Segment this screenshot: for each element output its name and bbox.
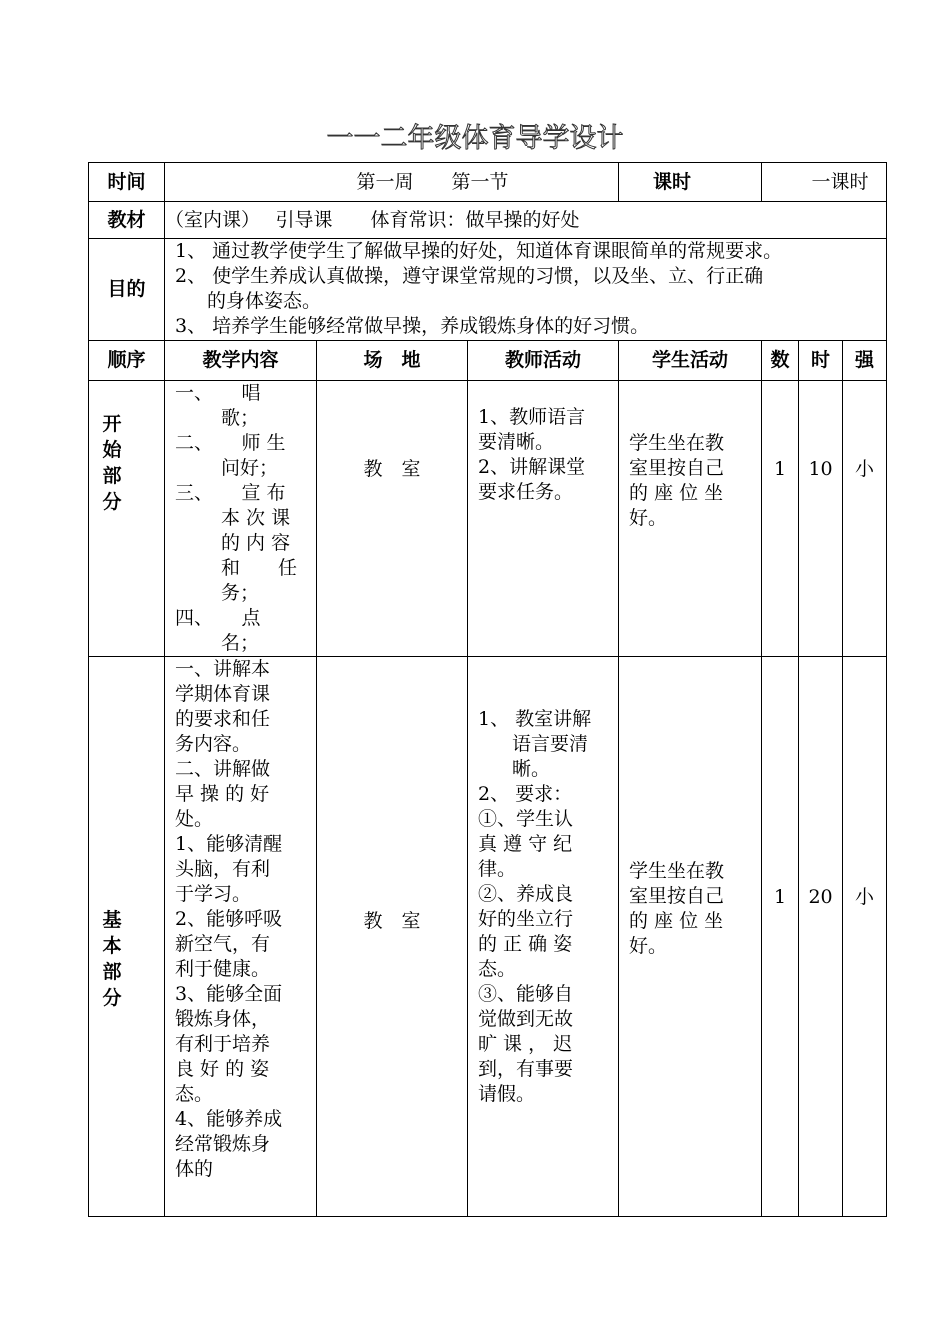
- col-student: 学生活动: [619, 341, 762, 381]
- col-teacher: 教师活动: [468, 341, 619, 381]
- table-row: [89, 381, 887, 657]
- goal-item: 1、 通过教学使学生了解做早操的好处，知道体育课眼简单的常规要求。: [175, 240, 783, 262]
- section-label: 基 本 部 分: [89, 657, 165, 1217]
- time-cell: 20: [799, 657, 843, 1217]
- time-value: 第一周 第一节: [165, 163, 619, 202]
- venue-cell: 教 室: [317, 657, 468, 1217]
- goal-item: 的身体姿态。: [207, 290, 322, 312]
- col-order: 顺序: [89, 341, 165, 381]
- table-row: [89, 657, 887, 1217]
- goal-row: [89, 239, 887, 341]
- material-value: （室内课） 引导课 体育常识：做早操的好处: [165, 202, 887, 239]
- col-count: 数: [762, 341, 799, 381]
- time-row: [89, 163, 887, 202]
- col-intensity: 强: [843, 341, 887, 381]
- content-cell: 一、 唱 歌； 二、 师 生 问好； 三、 宣 布 本 次 课 的 内 容 和 任 务； 四、 点 名；: [165, 381, 317, 657]
- teacher-activity-cell: 1、教师语言 要清晰。 2、讲解课堂 要求任务。: [468, 381, 619, 657]
- period-label: 课时: [619, 163, 762, 202]
- time-cell: 10: [799, 381, 843, 657]
- col-content: 教学内容: [165, 341, 317, 381]
- goal-item: 3、 培养学生能够经常做早操，养成锻炼身体的好习惯。: [175, 315, 650, 337]
- time-label: 时间: [89, 163, 165, 202]
- student-activity-cell: 学生坐在教 室里按自己 的 座 位 坐 好。: [619, 381, 762, 657]
- col-time: 时: [799, 341, 843, 381]
- lesson-plan-table: [88, 162, 887, 1217]
- goal-list: [165, 239, 887, 341]
- period-value: 一课时: [762, 163, 887, 202]
- student-activity-cell: 学生坐在教 室里按自己 的 座 位 坐 好。: [619, 657, 762, 1217]
- venue-cell: 教 室: [317, 381, 468, 657]
- intensity-cell: 小: [843, 381, 887, 657]
- count-cell: 1: [762, 657, 799, 1217]
- page-title: 一一二年级体育导学设计: [326, 123, 624, 154]
- intensity-cell: 小: [843, 657, 887, 1217]
- section-label: 开 始 部 分: [89, 381, 165, 657]
- count-cell: 1: [762, 381, 799, 657]
- teacher-activity-cell: 1、 教室讲解 语言要清 晰。 2、 要求： ①、学生认 真 遵 守 纪 律。 ②、养成良 好的坐立行 的 正 确 姿 态。 ③、能够自 觉做到无故 旷 课 ， 迟 到，有事要 请假。: [468, 657, 619, 1217]
- material-label: 教材: [89, 202, 165, 239]
- content-cell: 一、讲解本 学期体育课 的要求和任 务内容。 二、讲解做 早 操 的 好 处。 1、能够清醒 头脑，有利 于学习。 2、能够呼吸 新空气，有 利于健康。 3、能够全面 锻炼身体， 有利于培养 良 好 的 姿 态。 4、能够养成 经常锻炼身 体的: [165, 657, 317, 1217]
- goal-label: 目的: [89, 239, 165, 341]
- col-venue: 场 地: [317, 341, 468, 381]
- column-header-row: [89, 341, 887, 381]
- goal-item: 2、 使学生养成认真做操，遵守课堂常规的习惯，以及坐、立、行正确: [175, 265, 764, 287]
- material-row: [89, 202, 887, 239]
